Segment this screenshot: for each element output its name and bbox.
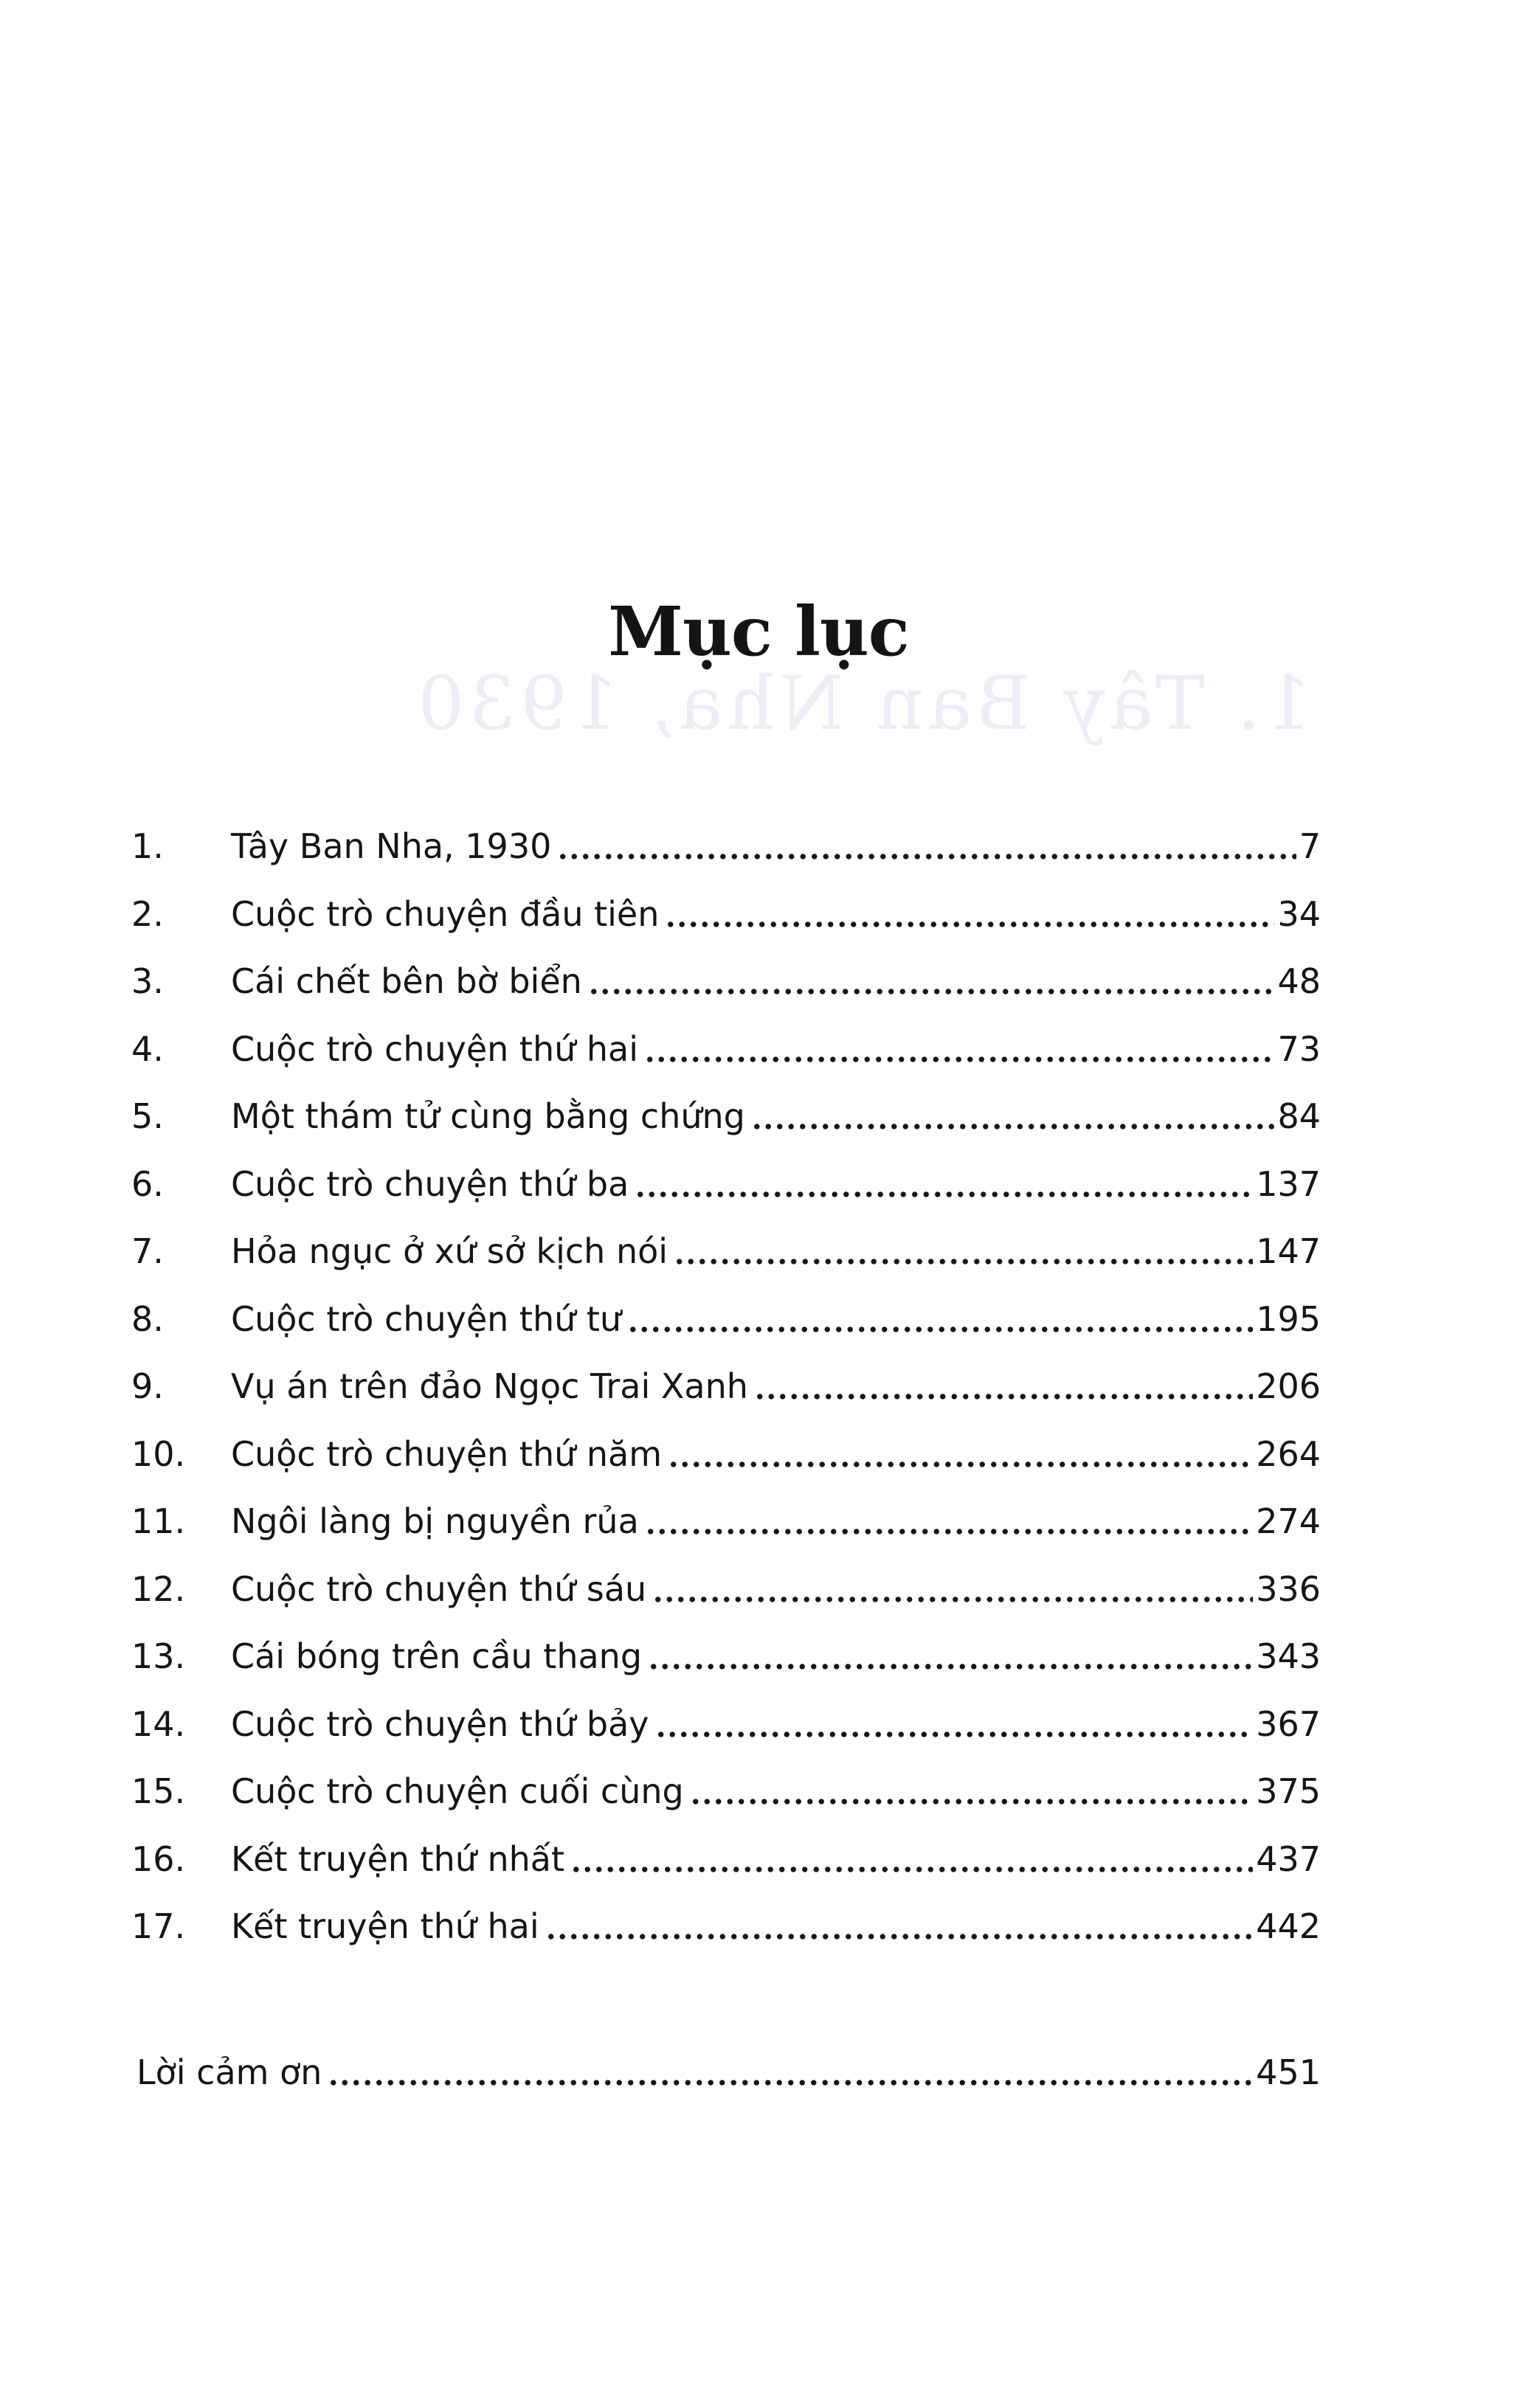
entry-number: 9.: [131, 1366, 164, 1406]
entry-number: 4.: [131, 1028, 164, 1069]
entry-number: 16.: [131, 1838, 186, 1879]
toc-entry[interactable]: [131, 1569, 1321, 1637]
toc-entry[interactable]: [131, 1164, 1321, 1232]
entry-title: Kết truyện thứ nhất: [231, 1838, 565, 1879]
entry-number: 2.: [131, 893, 164, 934]
toc-entry[interactable]: [131, 961, 1321, 1029]
entry-page-number: 274: [1256, 1501, 1321, 1541]
entry-title: Cuộc trò chuyện đầu tiên: [231, 893, 660, 934]
entry-page-number: 84: [1277, 1096, 1321, 1136]
toc-entry[interactable]: [131, 1231, 1321, 1299]
dot-leader: [754, 1369, 1253, 1403]
entry-page-number: 7: [1299, 826, 1321, 866]
entry-page-number: 137: [1256, 1163, 1321, 1204]
entry-page-number: 264: [1256, 1433, 1321, 1474]
dot-leader: [652, 1572, 1253, 1606]
entry-number: 13.: [131, 1636, 186, 1676]
dot-leader: [674, 1234, 1253, 1268]
dot-leader: [557, 829, 1296, 863]
dot-leader: [644, 1032, 1274, 1066]
dot-leader: [328, 2055, 1253, 2089]
entry-number: 3.: [131, 961, 164, 1001]
entry-title: Hỏa ngục ở xứ sở kịch nói: [231, 1231, 668, 1271]
entry-number: 10.: [131, 1433, 186, 1474]
dot-leader: [655, 1707, 1254, 1741]
entry-page-number: 367: [1256, 1703, 1321, 1744]
dot-leader: [648, 1639, 1253, 1673]
entry-number: 5.: [131, 1096, 164, 1136]
entry-number: 8.: [131, 1298, 164, 1339]
entry-number: 17.: [131, 1906, 186, 1946]
dot-leader: [645, 1504, 1253, 1538]
entry-number: 1.: [131, 826, 164, 866]
dot-leader: [635, 1167, 1253, 1201]
entry-page-number: 48: [1277, 961, 1321, 1001]
entry-title: Lời cảm ơn: [137, 2052, 322, 2092]
entry-title: Cuộc trò chuyện thứ sáu: [231, 1568, 647, 1609]
entry-title: Cuộc trò chuyện cuối cùng: [231, 1771, 684, 1811]
entry-number: 15.: [131, 1771, 186, 1811]
entry-title: Ngôi làng bị nguyền rủa: [231, 1501, 639, 1541]
entry-title: Vụ án trên đảo Ngọc Trai Xanh: [231, 1366, 748, 1406]
dot-leader: [665, 897, 1274, 931]
entry-title: Tây Ban Nha, 1930: [231, 826, 552, 866]
toc-entry[interactable]: [131, 1434, 1321, 1502]
entry-page-number: 147: [1256, 1231, 1321, 1271]
dot-leader: [668, 1437, 1253, 1471]
entry-title: Cái chết bên bờ biển: [231, 961, 582, 1001]
entry-title: Cuộc trò chuyện thứ ba: [231, 1163, 629, 1204]
entry-number: 11.: [131, 1501, 186, 1541]
table-of-contents: [131, 826, 1321, 1974]
toc-entry-acknowledgements[interactable]: [137, 2052, 1321, 2092]
entry-title: Kết truyện thứ hai: [231, 1906, 539, 1946]
toc-entry[interactable]: [131, 894, 1321, 962]
entry-number: 14.: [131, 1703, 186, 1744]
entry-page-number: 34: [1277, 893, 1321, 934]
entry-page-number: 375: [1256, 1771, 1321, 1811]
page-title: Mục lục: [608, 591, 909, 671]
toc-entry[interactable]: [131, 1704, 1321, 1772]
entry-page-number: 206: [1256, 1366, 1321, 1406]
entry-title: Một thám tử cùng bằng chứng: [231, 1096, 745, 1136]
toc-entry[interactable]: [131, 1636, 1321, 1704]
dot-leader: [570, 1842, 1253, 1876]
toc-entry[interactable]: [131, 1501, 1321, 1569]
entry-number: 7.: [131, 1231, 164, 1271]
entry-title: Cuộc trò chuyện thứ tư: [231, 1298, 622, 1339]
dot-leader: [690, 1774, 1253, 1808]
entry-page-number: 451: [1256, 2052, 1321, 2092]
dot-leader: [751, 1099, 1275, 1133]
entry-page-number: 336: [1256, 1568, 1321, 1609]
dot-leader: [588, 964, 1275, 998]
entry-page-number: 437: [1256, 1838, 1321, 1879]
bleed-through-text: 1. Tây Ban Nha, 1930: [413, 660, 1312, 747]
entry-page-number: 73: [1277, 1028, 1321, 1069]
backmatter-section: [137, 2052, 1321, 2092]
dot-leader: [545, 1909, 1254, 1943]
toc-entry[interactable]: [131, 1839, 1321, 1907]
entry-number: 12.: [131, 1568, 186, 1609]
entry-page-number: 442: [1256, 1906, 1321, 1946]
entry-title: Cuộc trò chuyện thứ bảy: [231, 1703, 649, 1744]
toc-entry[interactable]: [131, 1029, 1321, 1097]
toc-entry[interactable]: [131, 1771, 1321, 1839]
toc-entry[interactable]: [131, 826, 1321, 894]
dot-leader: [627, 1302, 1253, 1336]
entry-page-number: 195: [1256, 1298, 1321, 1339]
toc-entry[interactable]: [131, 1366, 1321, 1434]
entry-page-number: 343: [1256, 1636, 1321, 1676]
entry-title: Cuộc trò chuyện thứ hai: [231, 1028, 639, 1069]
entry-number: 6.: [131, 1163, 164, 1204]
toc-entry[interactable]: [131, 1096, 1321, 1164]
entry-title: Cuộc trò chuyện thứ năm: [231, 1433, 663, 1474]
toc-entry[interactable]: [131, 1906, 1321, 1974]
entry-title: Cái bóng trên cầu thang: [231, 1636, 643, 1676]
toc-entry[interactable]: [131, 1299, 1321, 1367]
